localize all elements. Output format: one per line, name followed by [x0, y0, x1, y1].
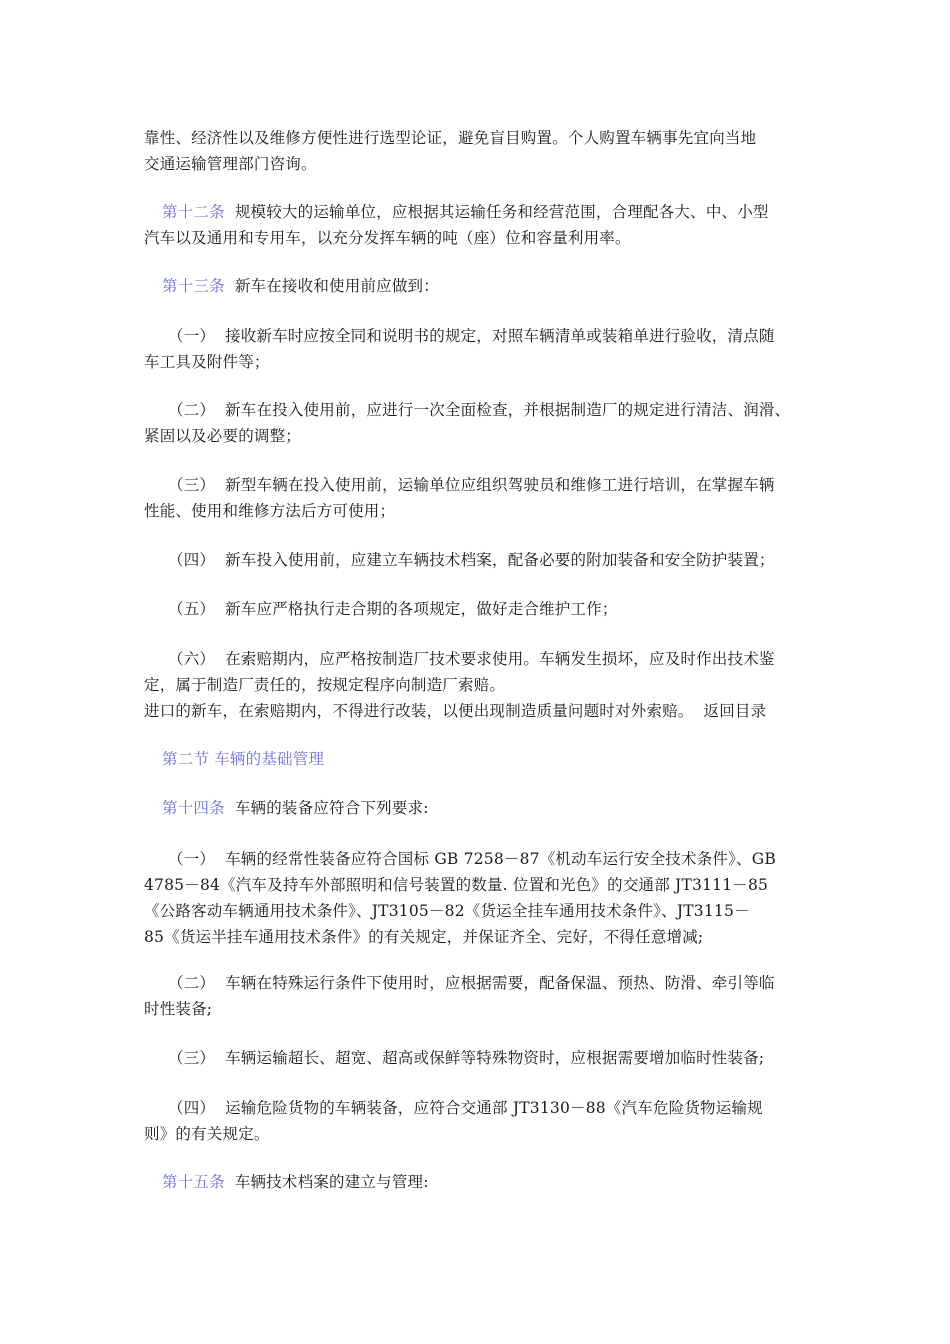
- article-13-text: 新车在接收和使用前应做到：: [234, 277, 439, 295]
- article-14-text: 车辆的装备应符合下列要求:: [234, 799, 429, 817]
- item-text: 新车投入使用前，应建立车辆技术档案，配备必要的附加装备和安全防护装置；: [225, 551, 775, 569]
- item-3: [168, 473, 775, 497]
- item-text: 新车在投入使用前，应进行一次全面检查，并根据制造厂的规定进行清洁、润滑、: [225, 401, 791, 419]
- item-4: [168, 548, 775, 572]
- item-number: （一）: [168, 850, 216, 868]
- item-text: 在索赔期内，应严格按制造厂技术要求使用。车辆发生损坏，应及时作出技术鉴: [225, 650, 775, 668]
- item-number: （二）: [168, 401, 216, 419]
- text-line: 则》的有关规定。: [144, 1125, 270, 1143]
- text-line: 时性装备;: [144, 1000, 213, 1018]
- article-14-link[interactable]: 第十四条: [162, 799, 225, 817]
- text-line: 汽车以及通用和专用车，以充分发挥车辆的吨（座）位和容量利用率。: [144, 229, 631, 247]
- text-line: [144, 699, 766, 723]
- item-6: [168, 647, 775, 671]
- item-text: 进口的新车，在索赔期内，不得进行改装，以便出现制造质量问题时对外索赔。: [144, 702, 694, 720]
- article-12-link[interactable]: 第十二条: [162, 203, 225, 221]
- item-text: 车辆的经常性装备应符合国标 GB 7258－87《机动车运行安全技术条件》、GB: [225, 850, 776, 868]
- text-line: 性能、使用和维修方法后方可使用；: [144, 502, 396, 520]
- item-number: （三）: [168, 476, 216, 494]
- item-2: [168, 398, 790, 422]
- item-number: （六）: [168, 650, 216, 668]
- item-text: 新车应严格执行走合期的各项规定，做好走合维护工作；: [225, 600, 618, 618]
- item-text: 运输危险货物的车辆装备，应符合交通部 JT3130－88《汽车危险货物运输规: [225, 1099, 763, 1117]
- item-number: （一）: [168, 327, 216, 345]
- item-5: [168, 597, 618, 621]
- item-text: 车辆在特殊运行条件下使用时，应根据需要，配备保温、预热、防滑、牵引等临: [225, 974, 775, 992]
- section-2-heading[interactable]: 第二节 车辆的基础管理: [162, 750, 325, 768]
- article-15-text: 车辆技术档案的建立与管理:: [234, 1173, 429, 1191]
- item-2: [168, 971, 775, 995]
- back-to-contents-link[interactable]: 返回目录: [703, 702, 767, 720]
- article-15-link[interactable]: 第十五条: [162, 1173, 225, 1191]
- item-number: （三）: [168, 1049, 216, 1067]
- text-line: 4785－84《汽车及持车外部照明和信号装置的数量. 位置和光色》的交通部 JT3111－85: [144, 876, 769, 894]
- text-line: 紧固以及必要的调整；: [144, 427, 302, 445]
- article-14: [162, 796, 429, 820]
- item-1: [168, 324, 775, 348]
- item-text: 车辆运输超长、超宽、超高或保鲜等特殊物资时，应根据需要增加临时性装备;: [225, 1049, 765, 1067]
- text-line: 交通运输管理部门咨询。: [144, 155, 317, 173]
- article-12: [162, 200, 769, 224]
- item-number: （四）: [168, 551, 216, 569]
- article-15: [162, 1170, 429, 1194]
- article-12-text: 规模较大的运输单位，应根据其运输任务和经营范围，合理配各大、中、小型: [234, 203, 769, 221]
- item-4: [168, 1096, 763, 1120]
- item-1: [168, 847, 776, 871]
- item-number: （五）: [168, 600, 216, 618]
- item-3: [168, 1046, 764, 1070]
- item-text: 接收新车时应按全同和说明书的规定，对照车辆清单或装箱单进行验收，清点随: [225, 327, 775, 345]
- text-line: 定，属于制造厂责任的，按规定程序向制造厂索赔。: [144, 676, 506, 694]
- text-line: 《公路客动车辆通用技术条件》、JT3105－82《货运全挂车通用技术条件》、JT3115－: [144, 902, 750, 920]
- text-line: 车工具及附件等；: [144, 353, 270, 371]
- item-text: 新型车辆在投入使用前，运输单位应组织驾驶员和维修工进行培训，在掌握车辆: [225, 476, 775, 494]
- item-number: （四）: [168, 1099, 216, 1117]
- article-13: [162, 274, 439, 298]
- article-13-link[interactable]: 第十三条: [162, 277, 225, 295]
- item-number: （二）: [168, 974, 216, 992]
- text-line: 85《货运半挂车通用技术条件》的有关规定，并保证齐全、完好，不得任意增减;: [144, 928, 704, 946]
- text-line: 靠性、经济性以及维修方便性进行选型论证，避免盲目购置。个人购置车辆事先宜向当地: [144, 129, 757, 147]
